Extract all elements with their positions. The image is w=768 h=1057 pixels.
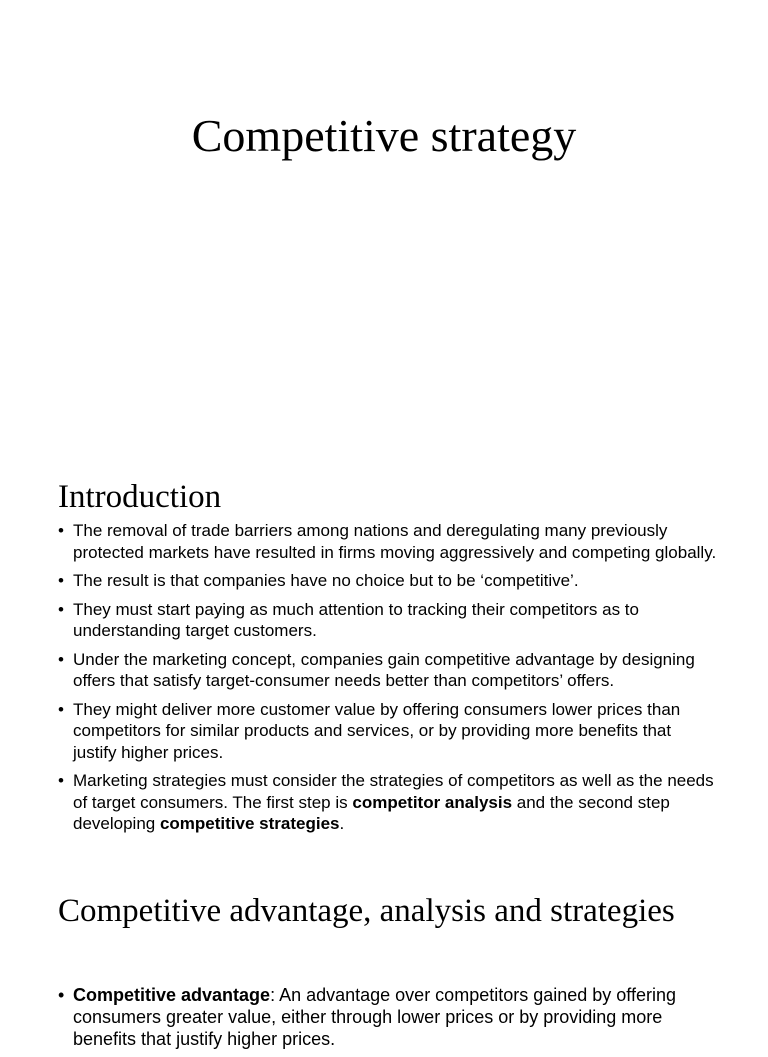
list-item bbox=[58, 649, 718, 692]
list-item bbox=[58, 699, 718, 764]
bullet-icon: • bbox=[58, 985, 65, 1005]
bullet-icon: • bbox=[58, 599, 64, 619]
bullet-text-part: . bbox=[339, 814, 345, 833]
presentation-title: Competitive strategy bbox=[191, 110, 577, 161]
bullet-icon: • bbox=[58, 699, 64, 719]
slide-competitive-advantage bbox=[0, 864, 768, 1049]
bullet-text: The removal of trade barriers among nations and deregulating many previously protected markets have resulted in firms moving aggressively and competing globally. bbox=[73, 521, 717, 562]
list-item bbox=[58, 570, 718, 592]
bullet-text: The result is that companies have no choice but to be ‘competitive’. bbox=[73, 571, 579, 590]
bullet-icon: • bbox=[58, 571, 64, 590]
bullet-text-part: Marketing strategies must consider the strategies of competitors as well as the needs of target consumers. The first step is bbox=[73, 771, 714, 812]
bullet-emphasis: competitive strategies bbox=[159, 814, 340, 833]
bullet-emphasis: competitor analysis bbox=[352, 792, 513, 812]
slide-introduction bbox=[0, 432, 768, 864]
list-item bbox=[58, 599, 718, 642]
bullet-text-part: and the second step developing bbox=[73, 792, 670, 833]
bullet-list-competitive-advantage bbox=[58, 984, 718, 1057]
bullet-list-introduction bbox=[58, 520, 718, 842]
list-item bbox=[58, 984, 718, 1050]
bullet-text: They might deliver more customer value by offering consumers lower prices than competitors for similar products and services, or by providing more benefits that justify higher prices. bbox=[73, 699, 681, 762]
bullet-emphasis: Competitive advantage bbox=[73, 985, 271, 1005]
slide-heading-introduction: Introduction bbox=[58, 479, 222, 515]
bullet-icon: • bbox=[58, 771, 64, 790]
slide-heading-competitive-advantage: Competitive advantage, analysis and strategies bbox=[58, 893, 675, 929]
bullet-icon: • bbox=[58, 521, 64, 540]
list-item bbox=[58, 520, 718, 563]
bullet-icon: • bbox=[58, 649, 64, 669]
bullet-text: : An advantage over competitors gained by offering consumers greater value, either through lower prices or by providing more benefits that justify higher prices. bbox=[73, 985, 676, 1049]
slide-title bbox=[0, 0, 768, 432]
list-item bbox=[58, 770, 718, 835]
bullet-text: Under the marketing concept, companies gain competitive advantage by designing offers that satisfy target-consumer needs better than competitors’ offers. bbox=[73, 649, 695, 690]
bullet-text: They must start paying as much attention to tracking their competitors as to understanding target customers. bbox=[73, 599, 639, 640]
